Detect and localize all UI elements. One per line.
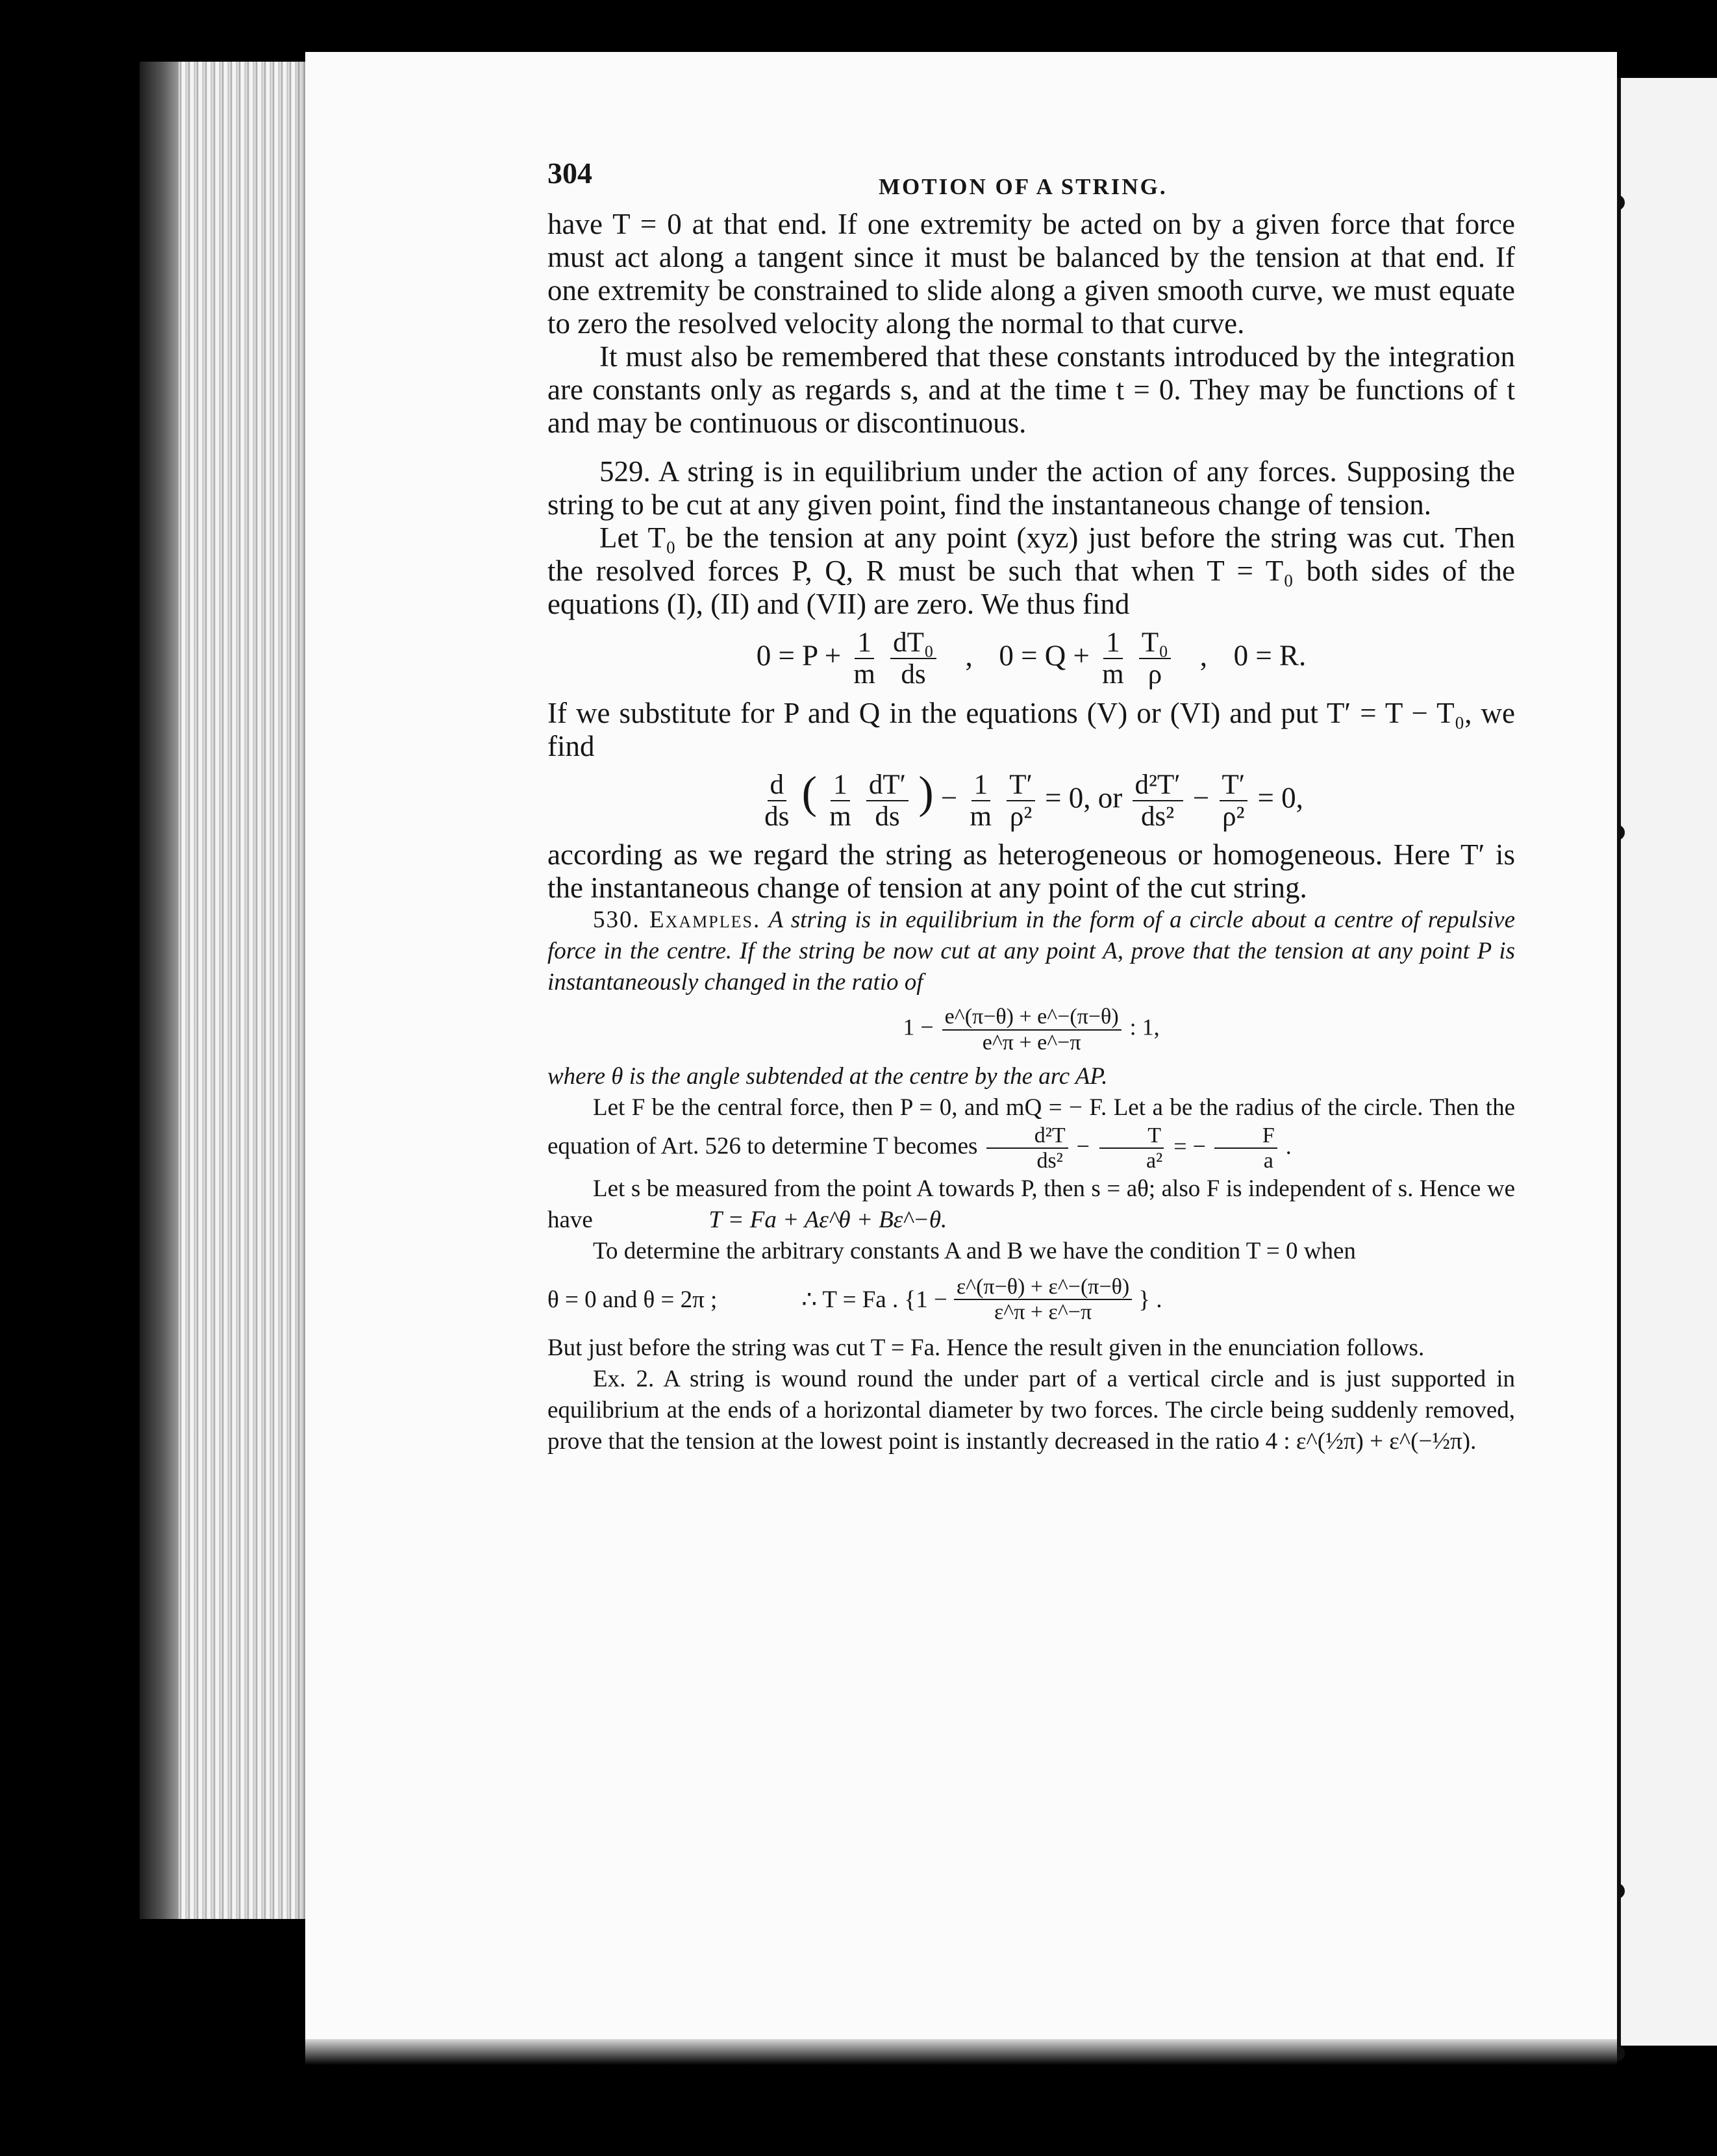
paragraph: It must also be remembered that these constants introduced by the integration are constants only as regards s, and at the time t = 0. They may be functions of t and may be continuous or discontinuous. [547,340,1515,439]
page-content [547,156,1515,1457]
page-header [547,156,1515,208]
facing-page [1617,78,1717,2046]
fraction: $\frac{1}{m}$ [1102,627,1124,690]
equation-6: θ = 0 and θ = 2π ; ∴ T = Fa . {1 − $\frac{\varepsilon\^{}(\pi-\theta) + \varepsilon\^{}-(\pi-\theta)}{\varepsilon\^{}\pi + \varepsilon\^{}-\pi}$ } . [547,1274,1162,1325]
paragraph: have T = 0 at that end. If one extremity be acted on by a given force that force must act along a tangent since it must be balanced by the tension at that end. If one extremity be constrained to slide along a given smooth curve, we must equate to zero the resolved velocity along the normal to that curve. [547,208,1515,340]
paragraph: To determine the arbitrary constants A and B we have the condition T = 0 when [593,1237,1356,1264]
running-head: MOTION OF A STRING. [879,174,1168,199]
paragraph: according as we regard the string as heterogeneous or homogeneous. Here T′ is the instantaneous change of tension at any point of the cut string. [547,838,1515,905]
paragraph: where θ is the angle subtended at the centre by the arc AP. [547,1062,1108,1090]
example-2: Ex. 2. A string is wound round the under part of a vertical circle and is just supported in equilibrium at the ends of a horizontal diameter by two forces. The circle being suddenly removed, prove that the tension at the lowest point is instantly decreased in the ratio 4 : ε^(½π) + ε^(−½π). [547,1365,1515,1455]
equation-3: 1 − $\frac{e\^{}(\pi-\theta) + e\^{}-(\pi-\theta)}{e\^{}\pi + e\^{}-\pi}$ : 1, [903,1005,1160,1055]
equation-1: 0 = P + $\frac{1}{m}$ $\frac{\text{dT₀}}{ds}$ , 0 = Q + $\frac{1}{m}$ $\frac{\text{T₀}}{\rho}$ , 0 = R. [756,627,1307,690]
fraction: $\frac{\text{dT₀}}{ds}$ [890,627,936,690]
page-bottom-shadow [305,2039,1617,2065]
fraction: $\frac{\text{T₀}}{\rho}$ [1139,627,1171,690]
article-529: 529. A string is in equilibrium under the action of any forces. Supposing the string to be cut at any given point, find the instantaneous change of tension. [547,455,1515,521]
equation-2: $\frac{d}{ds}$ ( $\frac{1}{m}$ $\frac{dT'}{ds}$ ) − $\frac{1}{m}$ $\frac{T'}{\text{ρ²}}$ = 0, or $\frac{\text{d²T′}}{\text{ds²}}$ − $\frac{T'}{\text{ρ²}}$ = 0, [764,768,1303,832]
paragraph: Let F be the central force, then P = 0, and mQ = − F. Let a be the radius of the circle. Then the equation of Art. 526 to determine T becomes $\frac{\text{d²T}}{\text{ds²}}$ − $\frac{T}{\text{a²}}$ = − $\frac{F}{a}$ . [547,1094,1515,1173]
book-binding-shadow [140,62,179,1919]
paragraph: Let s be measured from the point A towards P, then s = aθ; also F is independent of s. Hence we have T = Fa + Aε^θ + Bε^−θ. [547,1175,1515,1233]
article-530: 530. Examples. A string is in equilibrium in the form of a circle about a centre of repulsive force in the centre. If the string be now cut at any point A, prove that the tension at any point P is instantaneously changed in the ratio of [547,907,1515,996]
paragraph: If we substitute for P and Q in the equations (V) or (VI) and put T′ = T − T₀, we find [547,696,1515,762]
paragraph: But just before the string was cut T = Fa. Hence the result given in the enunciation follows. [547,1334,1425,1361]
paragraph: Let T₀ be the tension at any point (xyz) just before the string was cut. Then the resolved forces P, Q, R must be such that when T = T₀ both sides of the equations (I), (II) and (VII) are zero. We thus find [547,521,1515,620]
equation-5: T = Fa + Aε^θ + Bε^−θ. [708,1206,947,1233]
page-number: 304 [547,157,592,190]
fraction: $\frac{1}{m}$ [853,627,875,690]
equation-4: $\frac{\text{d²T}}{\text{ds²}}$ − $\frac{T}{\text{a²}}$ = − $\frac{F}{a}$ . [984,1133,1292,1159]
